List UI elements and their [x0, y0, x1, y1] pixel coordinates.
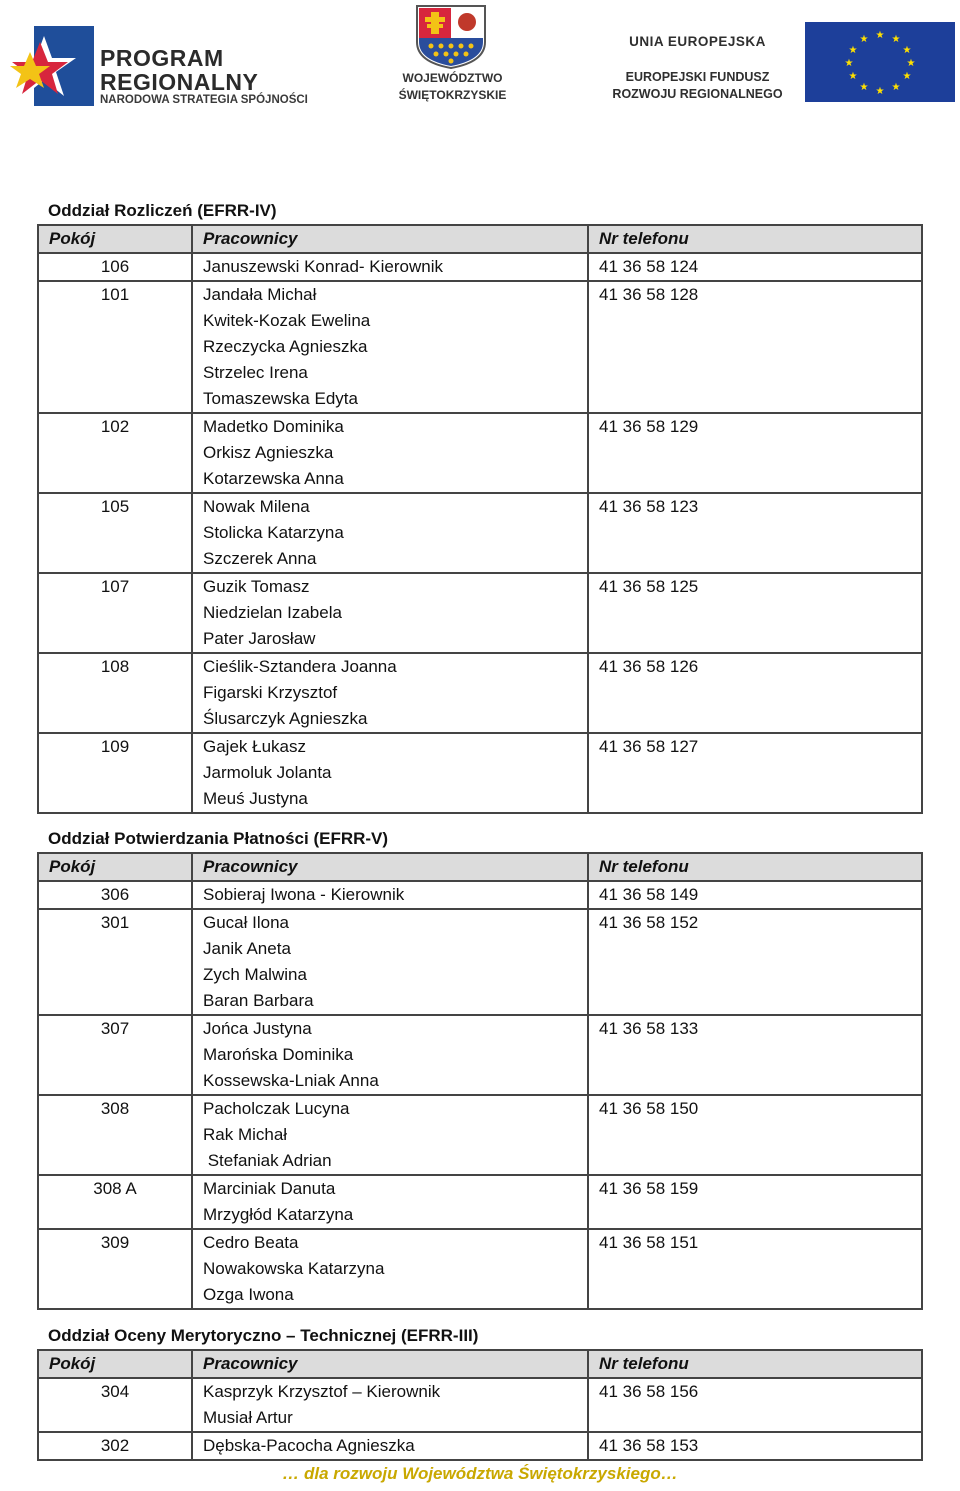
employee-name: Guzik Tomasz [203, 577, 310, 596]
column-header-employees: Pracownicy [192, 225, 588, 253]
room-number: 302 [38, 1432, 192, 1460]
employee-list [192, 1229, 588, 1309]
phone-number: 41 36 58 150 [588, 1095, 922, 1175]
room-number: 106 [38, 253, 192, 281]
column-header-room: Pokój [38, 1350, 192, 1378]
svg-text:★: ★ [891, 34, 901, 45]
employee-list [192, 413, 588, 493]
employee-name: Kwitek-Kozak Ewelina [203, 311, 371, 330]
employee-name: Zych Malwina [203, 965, 307, 984]
employee-list [192, 733, 588, 813]
room-number: 105 [38, 493, 192, 573]
svg-text:★: ★ [875, 30, 885, 41]
table-row [38, 573, 922, 653]
table-row [38, 493, 922, 573]
phone-number: 41 36 58 152 [588, 909, 922, 1015]
employee-name: Sobieraj Iwona - Kierownik [203, 885, 405, 904]
header-logos [0, 0, 960, 120]
footer-slogan: … dla rozwoju Województwa Świętokrzyskiego… [282, 1464, 678, 1483]
staff-table-efrr-iv [37, 224, 923, 814]
section-title-efrr-v: Oddział Potwierdzania Płatności (EFRR-V) [48, 829, 389, 848]
program-star-icon [4, 22, 96, 112]
table-header-row [38, 225, 922, 253]
employee-name: Januszewski Konrad- Kierownik [203, 257, 443, 276]
employee-name: Ślusarczyk Agnieszka [203, 709, 368, 728]
employee-name: Stefaniak Adrian [203, 1151, 332, 1170]
svg-text:★: ★ [848, 45, 858, 56]
room-number: 309 [38, 1229, 192, 1309]
column-header-employees: Pracownicy [192, 1350, 588, 1378]
table-row [38, 1175, 922, 1229]
employee-name: Figarski Krzysztof [203, 683, 338, 702]
program-subtitle: NARODOWA STRATEGIA SPÓJNOŚCI [100, 94, 308, 106]
phone-number: 41 36 58 149 [588, 881, 922, 909]
employee-list [192, 909, 588, 1015]
employee-name: Stolicka Katarzyna [203, 523, 344, 542]
table-header-row [38, 853, 922, 881]
table-row [38, 881, 922, 909]
svg-text:★: ★ [848, 71, 858, 82]
employee-name: Nowak Milena [203, 497, 310, 516]
employee-list [192, 1175, 588, 1229]
eu-title: UNIA EUROPEJSKA [629, 34, 766, 49]
employee-name: Musiał Artur [203, 1408, 293, 1427]
phone-number: 41 36 58 128 [588, 281, 922, 413]
employee-name: Marciniak Danuta [203, 1179, 336, 1198]
employee-name: Gucał Ilona [203, 913, 289, 932]
employee-name: Kossewska-Lniak Anna [203, 1071, 379, 1090]
employee-name: Ozga Iwona [203, 1285, 294, 1304]
employee-name: Jarmoluk Jolanta [203, 763, 332, 782]
employee-name: Rzeczycka Agnieszka [203, 337, 368, 356]
staff-table-efrr-v [37, 852, 923, 1310]
room-number: 304 [38, 1378, 192, 1432]
employee-name: Cedro Beata [203, 1233, 299, 1252]
column-header-room: Pokój [38, 853, 192, 881]
staff-table-efrr-iii [37, 1349, 923, 1461]
employee-list [192, 1095, 588, 1175]
phone-number: 41 36 58 159 [588, 1175, 922, 1229]
employee-list [192, 1432, 588, 1460]
employee-name: Szczerek Anna [203, 549, 317, 568]
employee-name: Strzelec Irena [203, 363, 308, 382]
coat-of-arms-icon [385, 2, 520, 70]
program-regionalny-logo [4, 22, 344, 112]
employee-list [192, 253, 588, 281]
svg-text:★: ★ [891, 82, 901, 93]
program-title: PROGRAM REGIONALNY [100, 45, 259, 95]
employee-name: Nowakowska Katarzyna [203, 1259, 385, 1278]
wojewodztwo-logo [385, 2, 520, 110]
room-number: 301 [38, 909, 192, 1015]
phone-number: 41 36 58 127 [588, 733, 922, 813]
table-row [38, 1229, 922, 1309]
table-row [38, 1095, 922, 1175]
table-row [38, 733, 922, 813]
table-row [38, 1432, 922, 1460]
room-number: 101 [38, 281, 192, 413]
employee-name: Madetko Dominika [203, 417, 344, 436]
svg-text:★: ★ [859, 34, 869, 45]
employee-list [192, 281, 588, 413]
phone-number: 41 36 58 129 [588, 413, 922, 493]
room-number: 307 [38, 1015, 192, 1095]
employee-list [192, 573, 588, 653]
table-row [38, 1378, 922, 1432]
svg-text:★: ★ [844, 58, 854, 69]
employee-list [192, 1015, 588, 1095]
table-row [38, 281, 922, 413]
svg-text:★: ★ [859, 82, 869, 93]
svg-text:★: ★ [902, 71, 912, 82]
employee-name: Orkisz Agnieszka [203, 443, 334, 462]
employee-name: Janik Aneta [203, 939, 291, 958]
employee-name: Marońska Dominika [203, 1045, 354, 1064]
room-number: 308 A [38, 1175, 192, 1229]
column-header-room: Pokój [38, 225, 192, 253]
svg-text:★: ★ [875, 86, 885, 97]
section-title-efrr-iv: Oddział Rozliczeń (EFRR-IV) [48, 201, 277, 220]
eu-logo [595, 22, 957, 104]
wojewodztwo-text: WOJEWÓDZTWO ŚWIĘTOKRZYSKIE [398, 71, 507, 102]
room-number: 306 [38, 881, 192, 909]
phone-number: 41 36 58 153 [588, 1432, 922, 1460]
employee-name: Niedzielan Izabela [203, 603, 342, 622]
table-row [38, 253, 922, 281]
phone-number: 41 36 58 125 [588, 573, 922, 653]
table-row [38, 1015, 922, 1095]
svg-text:★: ★ [906, 58, 916, 69]
employee-name: Jandała Michał [203, 285, 317, 304]
room-number: 308 [38, 1095, 192, 1175]
employee-name: Dębska-Pacocha Agnieszka [203, 1436, 415, 1455]
table-header-row [38, 1350, 922, 1378]
phone-number: 41 36 58 126 [588, 653, 922, 733]
room-number: 107 [38, 573, 192, 653]
room-number: 108 [38, 653, 192, 733]
employee-name: Kasprzyk Krzysztof – Kierownik [203, 1382, 441, 1401]
employee-name: Kotarzewska Anna [203, 469, 344, 488]
section-title-efrr-iii: Oddział Oceny Merytoryczno – Technicznej (EFRR-III) [48, 1326, 479, 1345]
employee-name: Baran Barbara [203, 991, 314, 1010]
employee-list [192, 1378, 588, 1432]
employee-name: Mrzygłód Katarzyna [203, 1205, 354, 1224]
room-number: 102 [38, 413, 192, 493]
phone-number: 41 36 58 151 [588, 1229, 922, 1309]
table-row [38, 413, 922, 493]
column-header-phone: Nr telefonu [588, 1350, 922, 1378]
table-row [38, 909, 922, 1015]
employee-list [192, 653, 588, 733]
employee-list [192, 493, 588, 573]
table-row [38, 653, 922, 733]
employee-name: Rak Michał [203, 1125, 288, 1144]
column-header-employees: Pracownicy [192, 853, 588, 881]
svg-text:★: ★ [902, 45, 912, 56]
column-header-phone: Nr telefonu [588, 225, 922, 253]
employee-name: Jońca Justyna [203, 1019, 312, 1038]
column-header-phone: Nr telefonu [588, 853, 922, 881]
employee-name: Pacholczak Lucyna [203, 1099, 350, 1118]
phone-number: 41 36 58 123 [588, 493, 922, 573]
employee-name: Meuś Justyna [203, 789, 308, 808]
eu-fund-text: EUROPEJSKI FUNDUSZ ROZWOJU REGIONALNEGO [612, 70, 783, 101]
employee-name: Cieślik-Sztandera Joanna [203, 657, 397, 676]
phone-number: 41 36 58 156 [588, 1378, 922, 1432]
room-number: 109 [38, 733, 192, 813]
employee-name: Tomaszewska Edyta [203, 389, 358, 408]
eu-flag-icon [805, 22, 955, 102]
employee-list [192, 881, 588, 909]
employee-name: Pater Jarosław [203, 629, 316, 648]
phone-number: 41 36 58 124 [588, 253, 922, 281]
phone-number: 41 36 58 133 [588, 1015, 922, 1095]
employee-name: Gajek Łukasz [203, 737, 306, 756]
